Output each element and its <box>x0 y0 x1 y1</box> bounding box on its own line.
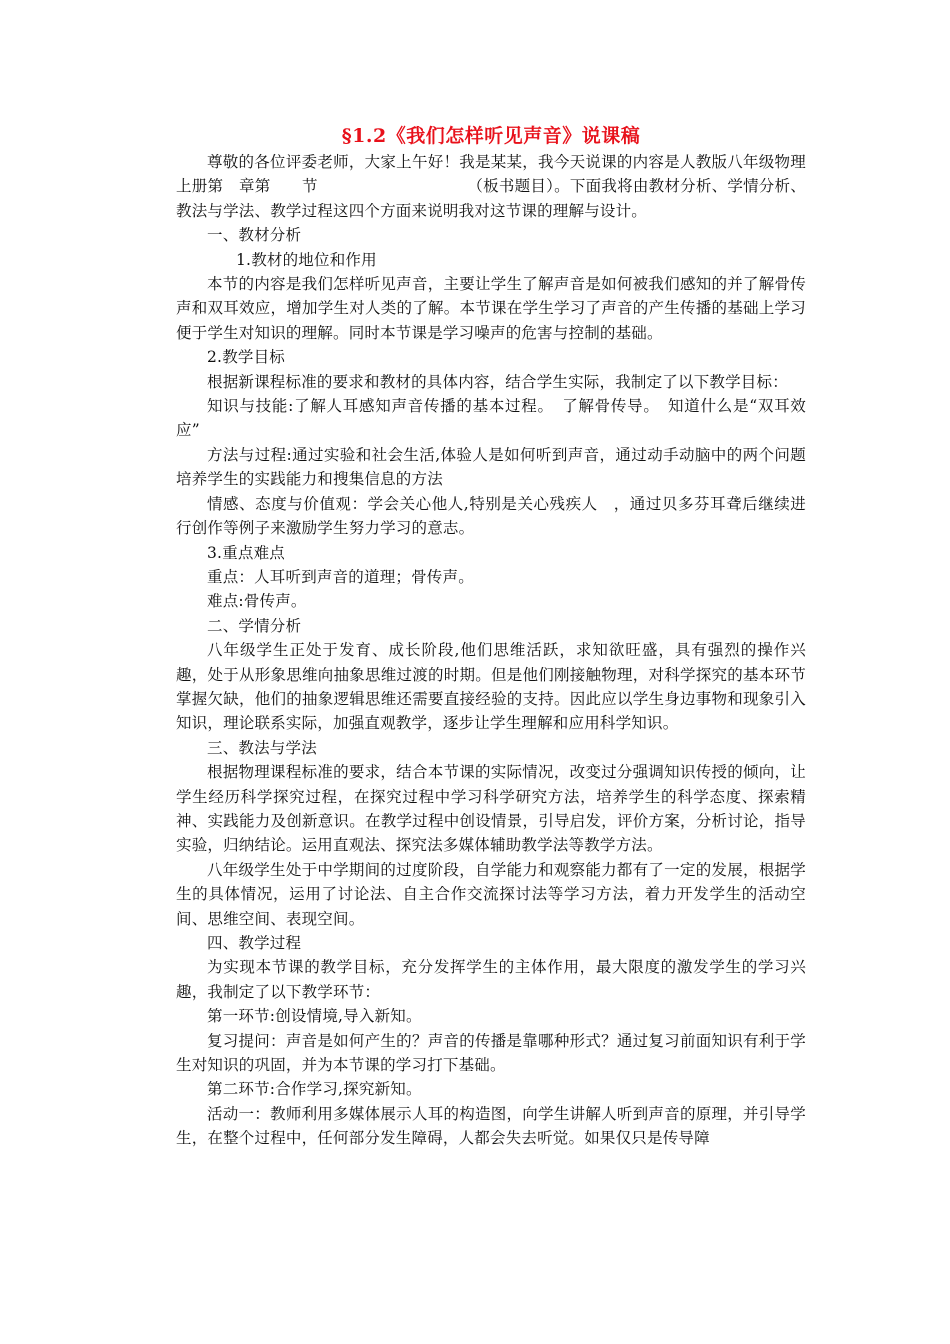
paragraph-difficult-point: 难点:骨传声。 <box>207 592 307 611</box>
subheading-key-points: 3.重点难点 <box>207 543 285 562</box>
paragraph-step-one: 第一环节:创设情境,导入新知。 <box>207 1007 422 1026</box>
paragraph-methods-process: 方法与过程:通过实验和社会生活,体验人是如何听到声音，通过动手动脑中的两个问题培养学生的实践能力和搜集信息的方法 <box>176 445 806 489</box>
paragraph-teaching-methods: 根据物理课程标准的要求，结合本节课的实际情况，改变过分强调知识传授的倾向，让学生经历科学探究过程，在探究过程中学习科学研究方法，培养学生的科学态度、探索精神、实践能力及创新意识。在教学过程中创设情景，引导启发，评价方案，分析讨论，指导实验，归纳结论。运用直观法、探究法多媒体辅助教学法等教学方法。 <box>176 763 806 855</box>
section-heading-teaching-methods: 三、教法与学法 <box>207 738 317 757</box>
section-heading-textbook-analysis: 一、教材分析 <box>207 226 302 245</box>
paragraph-step-two: 第二环节:合作学习,探究新知。 <box>207 1080 422 1099</box>
document-title: §1.2《我们怎样听见声音》说课稿 <box>341 125 641 147</box>
paragraph-key-point: 重点：人耳听到声音的道理；骨传声。 <box>207 567 474 586</box>
subheading-teaching-goals: 2.教学目标 <box>207 348 285 367</box>
paragraph-goals-intro: 根据新课程标准的要求和教材的具体内容，结合学生实际，我制定了以下教学目标： <box>207 372 788 391</box>
paragraph-learning-methods: 八年级学生处于中学期间的过度阶段，自学能力和观察能力都有了一定的发展，根据学生的具体情况，运用了讨论法、自主合作交流探讨法等学习方法，着力开发学生的活动空间、思维空间、表现空间。 <box>176 860 806 928</box>
subheading-status-role: 1.教材的地位和作用 <box>236 250 377 269</box>
document-page <box>176 122 806 1151</box>
paragraph-knowledge-skills: 知识与技能:了解人耳感知声音传播的基本过程。 了解骨传导。 知道什么是“双耳效应” <box>176 397 806 440</box>
paragraph-activity-one: 活动一：教师利用多媒体展示人耳的构造图，向学生讲解人听到声音的原理，并引导学生，在整个过程中，任何部分发生障碍，人都会失去听觉。如果仅只是传导障 <box>176 1104 806 1148</box>
paragraph-student-analysis: 八年级学生正处于发育、成长阶段,他们思维活跃，求知欲旺盛，具有强烈的操作兴趣，处于从形象思维向抽象思维过渡的时期。但是他们刚接触物理，对科学探究的基本环节掌握欠缺，他们的抽象逻辑思维还需要直接经验的支持。因此应以学生身边事物和现象引入知识，理论联系实际，加强直观教学，逐步让学生理解和应用科学知识。 <box>176 641 806 733</box>
section-heading-student-analysis: 二、学情分析 <box>207 616 302 635</box>
paragraph-review-questions: 复习提问：声音是如何产生的？声音的传播是靠哪种形式？通过复习前面知识有利于学生对知识的巩固，并为本节课的学习打下基础。 <box>176 1031 806 1075</box>
paragraph-content-overview: 本节的内容是我们怎样听见声音，主要让学生了解声音是如何被我们感知的并了解骨传声和双耳效应，增加学生对人类的了解。本节课在学生学习了声音的产生传播的基础上学习便于学生对知识的理解。同时本节课是学习噪声的危害与控制的基础。 <box>176 275 806 342</box>
paragraph-emotion-values: 情感、态度与价值观：学会关心他人,特别是关心残疾人 ，通过贝多芬耳聋后继续进行创作等例子来激励学生努力学习的意志。 <box>176 494 806 538</box>
paragraph-process-intro: 为实现本节课的教学目标，充分发挥学生的主体作用，最大限度的激发学生的学习兴趣，我制定了以下教学环节： <box>176 958 806 1001</box>
section-heading-teaching-process: 四、教学过程 <box>207 934 302 952</box>
paragraph-intro: 尊敬的各位评委老师，大家上午好！我是某某，我今天说课的内容是人教版八年级物理上册第 章第 节 （板书题目）。下面我将由教材分析、学情分析、教法与学法、教学过程这四个方面来说明我对这节课的理解与设计。 <box>176 153 806 220</box>
